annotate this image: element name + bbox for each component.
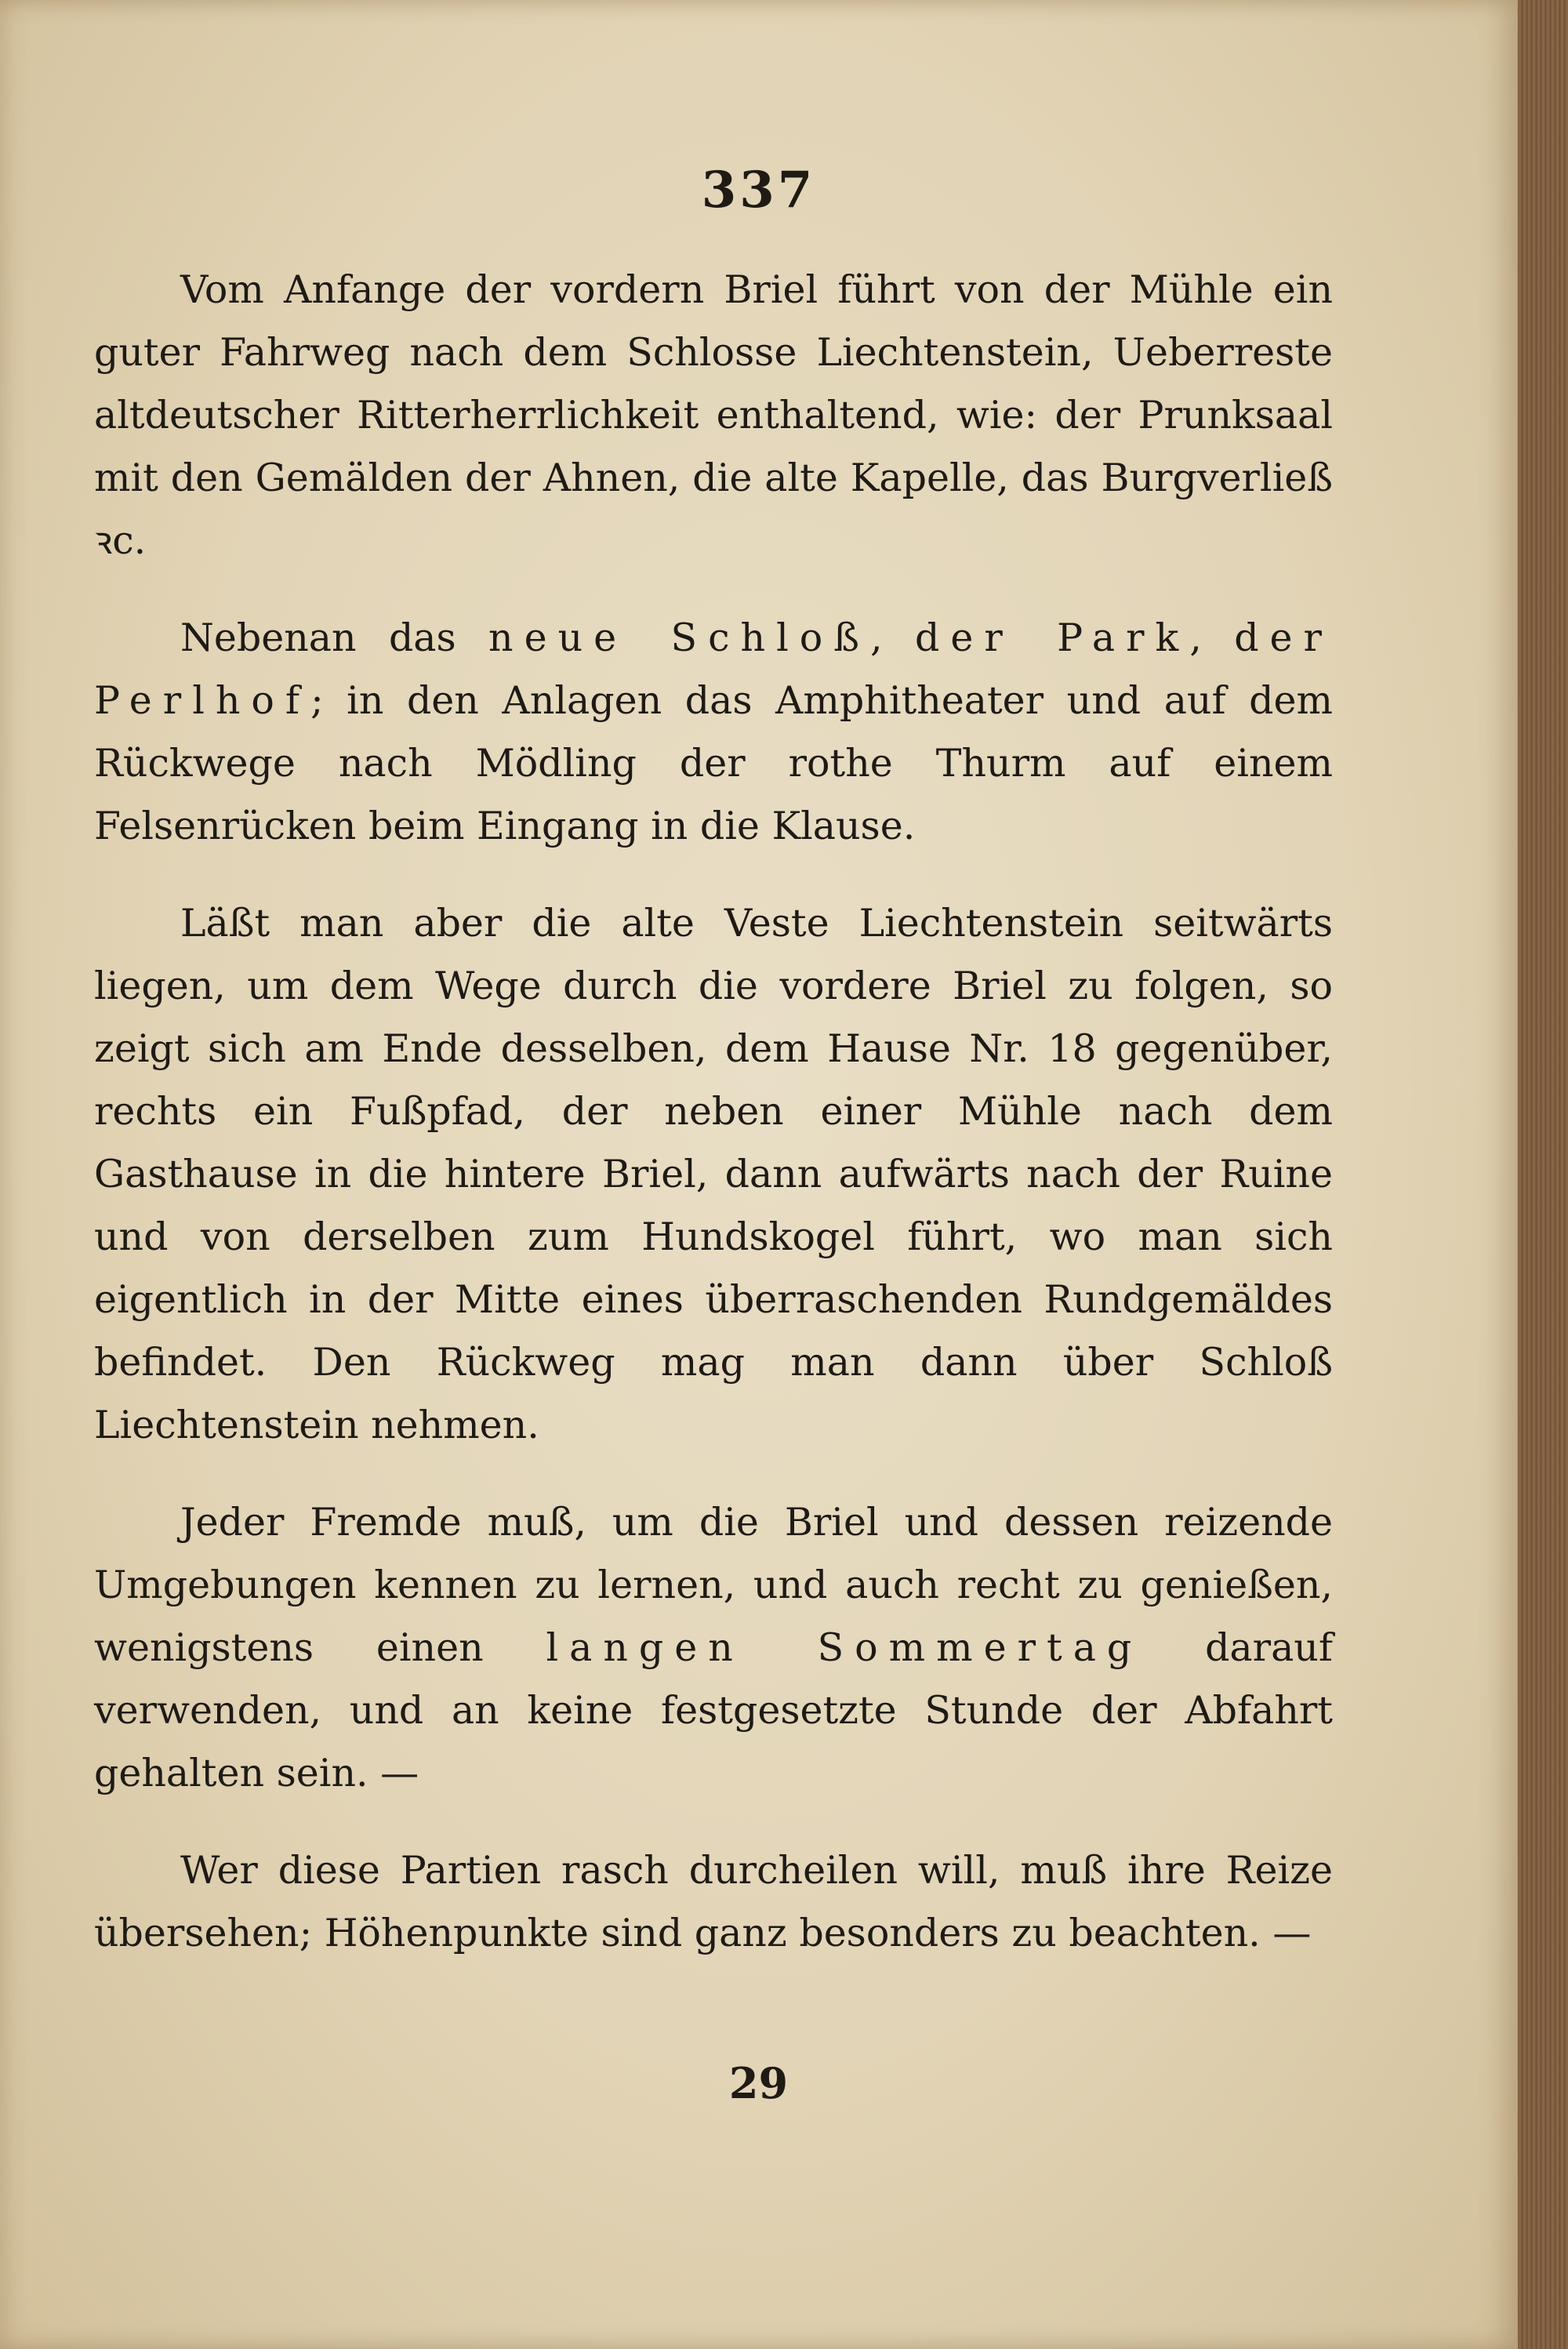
paragraph-2-text-c: , xyxy=(1189,615,1235,660)
paragraph-1: Vom Anfange der vordern Briel führt von der Mühle ein guter Fahrweg nach dem Schlosse Liechtenstein, Ueberreste altdeutscher Ritterherrlichkeit enthaltend, wie: der Prunksaal mit den Gemälden der Ahnen, die alte Kapelle, das Burgverließ ꝛc. xyxy=(94,267,1333,563)
paragraph-2-text-b: , xyxy=(870,615,915,660)
paragraph-4 xyxy=(94,1491,1333,1805)
page-number: 337 xyxy=(701,161,816,220)
paragraph-4-text-a: Jeder Fremde muß, um die Briel und dessen reizende Umgebungen kennen zu lernen, und auch recht zu genießen, wenigstens einen xyxy=(94,1500,1333,1670)
spaced-term-park: der Park xyxy=(914,615,1190,660)
signature-mark: 29 xyxy=(728,2058,789,2108)
paragraph-2-text-a: Nebenan das xyxy=(180,615,489,660)
body-text xyxy=(94,259,1333,1999)
paragraph-3: Läßt man aber die alte Veste Liechtenstein seitwärts liegen, um dem Wege durch die vordere Briel zu folgen, so zeigt sich am Ende desselben, dem Hause Nr. 18 gegenüber, rechts ein Fußpfad, der neben einer Mühle nach dem Gasthause in die hintere Briel, dann aufwärts nach der Ruine und von derselben zum Hundskogel führt, wo man sich eigentlich in der Mitte eines überraschenden Rundgemäldes befindet. Den Rückweg mag man dann über Schloß Liechtenstein nehmen. xyxy=(94,901,1333,1447)
paragraph-2-text-d: ; in den Anlagen das Amphitheater und auf dem Rückwege nach Mödling der rothe Thurm auf einem Felsenrücken beim Eingang in die Klause. xyxy=(94,678,1333,848)
spaced-term-neues-schloss: neue Schloß xyxy=(488,615,871,660)
paragraph-5: Wer diese Partien rasch durcheilen will, muß ihre Reize übersehen; Höhenpunkte sind ganz besonders zu beachten. — xyxy=(94,1848,1333,1955)
page-edge xyxy=(1518,0,1568,2349)
spaced-term-perlhof: der Perlhof xyxy=(94,615,1333,723)
spaced-term-sommertag: langen Sommertag xyxy=(546,1625,1143,1670)
paragraph-2 xyxy=(94,607,1333,858)
paragraph-4-text-b: darauf verwenden, und an keine festgesetzte Stunde der Abfahrt gehalten sein. — xyxy=(94,1625,1333,1795)
